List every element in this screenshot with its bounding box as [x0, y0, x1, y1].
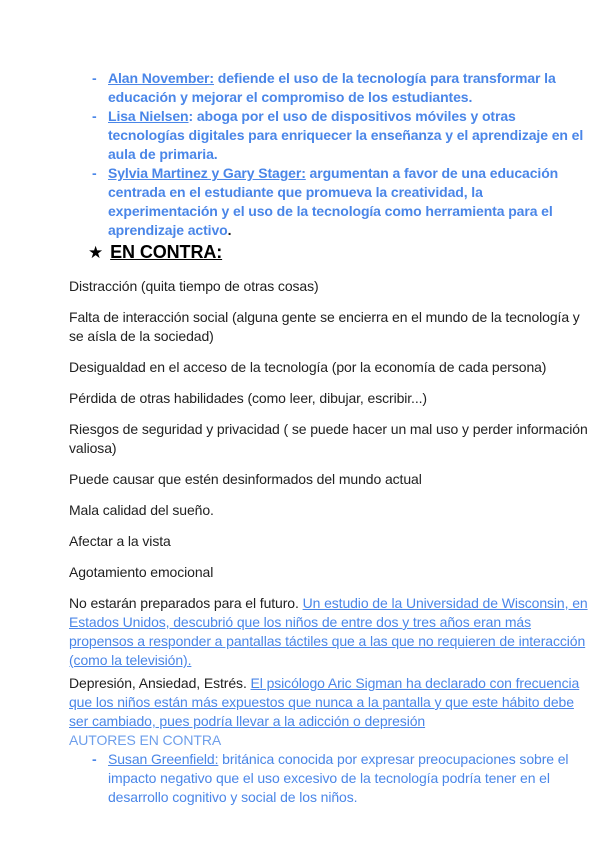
en-contra-heading — [69, 240, 594, 265]
author-description: : aboga por el uso de dispositivos móviles y otras tecnologías digitales para enriquecer la enseñanza y el aprendizaje en el aula de primaria. — [108, 108, 584, 162]
con-text: Depresión, Ansiedad, Estrés. — [69, 675, 251, 691]
con-item-futuro — [69, 594, 594, 670]
con-item-afectar-vista: Afectar a la vista — [69, 533, 171, 549]
sentence-period: . — [227, 222, 232, 238]
authors-favor-list — [69, 69, 594, 240]
con-text: No estarán preparados para el futuro. — [69, 595, 303, 611]
favor-item-alan-november — [69, 69, 594, 107]
contra-item-susan-greenfield — [69, 750, 594, 807]
dash-bullet-icon: - — [92, 108, 97, 124]
author-name: Lisa Nielsen — [108, 108, 189, 124]
heading-label: EN CONTRA: — [110, 242, 223, 262]
con-item-perdida-habilidades: Pérdida de otras habilidades (como leer, dibujar, escribir...) — [69, 390, 427, 406]
star-icon: ★ — [88, 243, 104, 262]
con-item-riesgos-seguridad: Riesgos de seguridad y privacidad ( se puede hacer un mal uso y perder información valiosa) — [69, 421, 588, 456]
wisconsin-study-link[interactable]: Un estudio de la Universidad de Wisconsin, en Estados Unidos, descubrió que los niños de entre dos y tres años eran más propensos a responder a pantallas táctiles que a las que no requieren de interacción (como la televisión). — [69, 595, 588, 668]
con-item-falta-interaccion: Falta de interacción social (alguna gente se encierra en el mundo de la tecnología y se aísla de la sociedad) — [69, 309, 580, 344]
author-description: argumentan a favor de una educación centrada en el estudiante que promueva la creatividad, la experimentación y el uso de la tecnología como herramienta para el aprendizaje activo — [108, 165, 559, 238]
author-name: Sylvia Martinez y Gary Stager: — [108, 165, 306, 181]
autores-en-contra-label: AUTORES EN CONTRA — [69, 732, 222, 748]
dash-bullet-icon: - — [92, 165, 97, 181]
con-item-desigualdad: Desigualdad en el acceso de la tecnología (por la economía de cada persona) — [69, 359, 547, 375]
author-description: británica conocida por expresar preocupaciones sobre el impacto negativo que el uso excesivo de la tecnología podría tener en el desarrollo cognitivo y social de los niños. — [108, 751, 569, 805]
author-name: Susan Greenfield: — [108, 751, 219, 767]
con-item-agotamiento: Agotamiento emocional — [69, 564, 214, 580]
con-item-desinformados: Puede causar que estén desinformados del mundo actual — [69, 471, 422, 487]
dash-bullet-icon: - — [92, 751, 97, 767]
favor-item-sylvia-martinez-gary-stager — [69, 164, 594, 240]
dash-bullet-icon: - — [92, 70, 97, 86]
con-item-mala-calidad-sueno: Mala calidad del sueño. — [69, 502, 214, 518]
con-item-depresion — [69, 674, 594, 731]
author-description: defiende el uso de la tecnología para transformar la educación y mejorar el compromiso de los estudiantes. — [108, 70, 556, 105]
con-item-distraccion: Distracción (quita tiempo de otras cosas) — [69, 278, 319, 294]
favor-item-lisa-nielsen — [69, 107, 594, 164]
aric-sigman-link[interactable]: El psicólogo Aric Sigman ha declarado con frecuencia que los niños están más expuestos que nunca a la pantalla y que este hábito debe ser cambiado, pues podría llevar a la adicción o depresión — [69, 675, 580, 729]
author-name: Alan November: — [108, 70, 214, 86]
authors-contra-list — [69, 750, 594, 807]
